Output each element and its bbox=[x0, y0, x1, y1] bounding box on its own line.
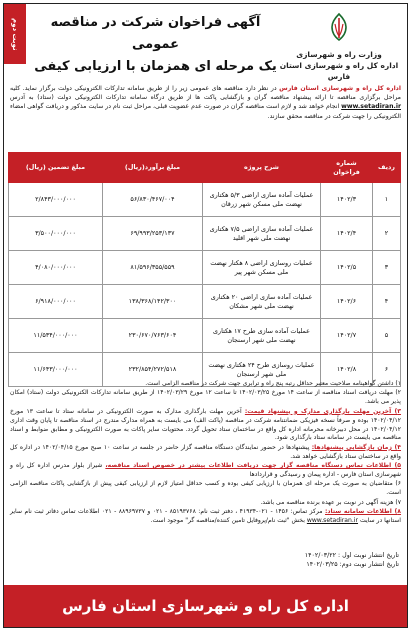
cell-estimate: ۵۶/۸۳۰/۴۶۷/۰۰۴ bbox=[103, 183, 203, 217]
note-2: ۲) مهلت دریافت اسناد مناقصه از ساعت ۱۴ مورخ ۱۴۰۲/۰۳/۲۵ تا ساعت ۱۲ مورخ ۱۴۰۲/۰۳/۲۹ از طریق سامانه تدارکات الکترونیکی دولت (ستاد) امکان پذیر می باشد. bbox=[10, 389, 402, 406]
cell-call-no: ۱۴۰۲/۴ bbox=[321, 217, 373, 251]
publish-dates bbox=[305, 551, 399, 569]
note-8-url-link[interactable]: www.setadiran.ir bbox=[306, 517, 359, 525]
note-7: ۷) هزینه آگهی در نوبت بر عهده برنده مناقصه می باشد. bbox=[260, 498, 401, 506]
intro-url-link[interactable]: www.setadiran.ir bbox=[341, 103, 401, 111]
notice-header bbox=[4, 4, 407, 81]
org-emblem-block bbox=[279, 12, 399, 82]
intro-org: اداره کل راه و شهرسازی استان فارس bbox=[279, 85, 401, 92]
note-8-text-2: بخش "ثبت نام/پروفایل تامین کننده/مناقصه گر" موجود است. bbox=[150, 517, 307, 525]
cell-estimate: ۱۳۸/۳۶۸/۱۴۲/۳۰۰ bbox=[103, 285, 203, 319]
notice-frame bbox=[3, 3, 408, 628]
cell-guarantee: ۱۱/۶۴۳/۰۰۰/۰۰۰ bbox=[9, 353, 103, 387]
note-4-text: پیشنهادها در حضور نمایندگان دستگاه مناقصه گزار حاضر در جلسه در ساعت ۱۰ صبح مورخ ۱۴۰۲/۰۴/۱۵ در اداره کل واقع در ساختمان ستاد بازگشایی خواهد شد. bbox=[10, 443, 401, 460]
note-5-label: ۵) اطلاعات تماس دستگاه مناقصه گزار جهت دریافت اطلاعات بیشتر در خصوص اسناد مناقصه، bbox=[105, 462, 401, 470]
cell-row: ۱ bbox=[373, 183, 401, 217]
cell-desc: عملیات آماده سازی اراضی ۵/۳ هکتاری نهضت ملی مسکن شهر زرقان bbox=[203, 183, 321, 217]
note-8-text: مرکز تماس: ۱۴۵۶ - ۰۲۱-۴۱۹۳۴ ، دفتر ثبت نام: ۸۵۱۹۳۷۶۸ - ۰۲۱ و ۸۸۹۶۹۷۳۷ - ۰۲۱ اطلاعات تماس دفاتر ثبت نام سایر استانها در سایت bbox=[10, 508, 401, 525]
note-3-text: آخرین مهلت بارگذاری مدارک به صورت الکترونیکی در سامانه ستاد تا ساعت ۱۳ مورخ ۱۴۰۲/۰۴/۱۲ بوده و صرفاً نسخه فیزیکی ضمانتنامه شرکت در مناقصه (پاکت الف) می بایست به همراه مدارک مندرج در اسناد مناقصه تا پایان وقت اداری ۱۴۰۲/۰۴/۱۲ در محل دبیرخانه محرمانه اداره کل واقع در ساختمان ستاد تحویل گردد. محتویات سایر پاکات به صورت الکترونیکی و مطابق ضوابط و اسناد مناقصه می بایست در سامانه ستاد بارگذاری شود. bbox=[10, 407, 401, 442]
cell-call-no: ۱۴۰۲/۶ bbox=[321, 285, 373, 319]
note-4-label: ۴) زمان بازگشایی پیشنهادها: bbox=[311, 443, 401, 451]
iran-emblem-icon bbox=[326, 12, 352, 42]
table-header-row bbox=[9, 153, 401, 183]
cell-desc: عملیات روسازی اراضی ۸ هکتار نهضت ملی مسکن شهر پیر bbox=[203, 251, 321, 285]
cell-desc: عملیات آماده سازی اراضی ۷/۵ هکتاری نهضت ملی شهر اقلید bbox=[203, 217, 321, 251]
cell-guarantee: ۴/۰۸۰/۰۰۰/۰۰۰ bbox=[9, 251, 103, 285]
title-block bbox=[34, 12, 277, 78]
notice-subtitle: یک مرحله ای همزمان با ارزیابی کیفی bbox=[34, 59, 277, 74]
cell-guarantee: ۱۱/۵۳۴/۰۰۰/۰۰۰ bbox=[9, 319, 103, 353]
note-1: ۱) داشتن گواهینامه صلاحیت معتبر حداقل رتبه پنج راه و ترابری جهت شرکت در مناقصه الزامی است. bbox=[145, 380, 401, 387]
table-row bbox=[9, 319, 401, 353]
cell-estimate: ۲۳۲/۸۵۴/۲۷۲/۵۱۸ bbox=[103, 353, 203, 387]
cell-row: ۵ bbox=[373, 319, 401, 353]
ministry-name: وزارت راه و شهرسازی bbox=[296, 50, 382, 59]
edition-tag: نوبت دوم bbox=[4, 4, 26, 64]
table-row bbox=[9, 285, 401, 319]
col-guarantee: مبلغ تضمین (ریال) bbox=[9, 153, 103, 183]
cell-estimate: ۶۹/۹۹۳/۲۵۳/۱۳۷ bbox=[103, 217, 203, 251]
cell-estimate: ۲۳۰/۶۷۰/۷۶۳/۶۰۴ bbox=[103, 319, 203, 353]
cell-row: ۳ bbox=[373, 251, 401, 285]
notice-title: آگهی فراخوان شرکت در مناقصه عمومی bbox=[50, 15, 261, 52]
cell-desc: عملیات آماده سازی طرح ۱۷ هکتاری نهضت ملی شهر ارسنجان bbox=[203, 319, 321, 353]
cell-call-no: ۱۴۰۲/۳ bbox=[321, 183, 373, 217]
cell-estimate: ۸۱/۵۹۶/۳۵۵/۵۵۹ bbox=[103, 251, 203, 285]
org-name: اداره کل راه و شهرسازی استان فارس bbox=[279, 61, 399, 81]
note-5 bbox=[10, 462, 401, 480]
note-6: ۶) متقاضیان به صورت یک مرحله ای همزمان با ارزیابی کیفی بوده و کسب حداقل امتیاز لازم از ارزیابی کیفی پیش از بازگشایی پاکات مناقصه الزامی است. bbox=[10, 480, 401, 497]
cell-guarantee: ۳/۵۰۰/۰۰۰/۰۰۰ bbox=[9, 217, 103, 251]
cell-guarantee: ۶/۹۱۸/۰۰۰/۰۰۰ bbox=[9, 285, 103, 319]
table-row bbox=[9, 217, 401, 251]
note-5-text: شیراز بلوار مدرس اداره کل راه و شهرسازی استان فارس - اداره پیمان و رسیدگی و قراردادها bbox=[10, 462, 401, 479]
cell-call-no: ۱۴۰۲/۷ bbox=[321, 319, 373, 353]
intro-text-1: در نظر دارد مناقصه های عمومی زیر را از طریق سامانه تدارکات الکترونیکی دولت برگزار نماید. کلیه مراحل برگزاری مناقصه تا ارائه پیشنهاد مناقصه گران و بازگشایی پاکت ها از طریق درگاه سامانه تدارکات الکترونیکی دولت (ستاد) به آدرس bbox=[10, 85, 401, 102]
footer-org-name: اداره کل راه و شهرسازی استان فارس bbox=[62, 597, 349, 615]
projects-table bbox=[8, 152, 401, 387]
intro-paragraph bbox=[10, 84, 401, 121]
table-row bbox=[9, 251, 401, 285]
note-8-label: ۸) اطلاعات سامانه ستاد: bbox=[324, 508, 402, 516]
footer-banner bbox=[4, 585, 407, 627]
col-estimate: مبلغ برآورد(ریال) bbox=[103, 153, 203, 183]
col-call-no: شماره فراخوان bbox=[321, 153, 373, 183]
table-row bbox=[9, 183, 401, 217]
col-row: ردیف bbox=[373, 153, 401, 183]
cell-desc: عملیات روسازی طرح ۲۴ هکتاری نهضت ملی شهر ارسنجان bbox=[203, 353, 321, 387]
cell-row: ۲ bbox=[373, 217, 401, 251]
intro-text-2: انجام خواهد شد و لازم است مناقصه گران در صورت عدم عضویت قبلی، مراحل ثبت نام در سایت مذکور و دریافت گواهی امضاء الکترونیکی را جهت شرکت در مناقصه محقق سازند. bbox=[10, 103, 401, 120]
cell-call-no: ۱۴۰۲/۵ bbox=[321, 251, 373, 285]
note-3 bbox=[10, 408, 401, 444]
cell-call-no: ۱۴۰۲/۸ bbox=[321, 353, 373, 387]
cell-guarantee: ۲/۸۴۳/۰۰۰/۰۰۰ bbox=[9, 183, 103, 217]
first-publish-date: تاریخ انتشار نوبت اول : ۱۴۰۲/۰۳/۲۲ bbox=[304, 552, 399, 559]
cell-desc: عملیات آماده سازی اراضی ۲۰ هکتاری نهضت ملی شهر مشکان bbox=[203, 285, 321, 319]
note-3-label: ۳) آخرین مهلت بارگذاری مدارک و پیشنهاد قیمت: bbox=[244, 407, 402, 415]
notes-section bbox=[10, 380, 401, 527]
cell-row: ۶ bbox=[373, 353, 401, 387]
col-desc: شرح پروژه bbox=[203, 153, 321, 183]
second-publish-date: تاریخ انتشار نوبت دوم: ۱۴۰۲/۰۳/۲۵ bbox=[306, 561, 399, 568]
note-4 bbox=[10, 444, 401, 462]
cell-row: ۴ bbox=[373, 285, 401, 319]
note-8 bbox=[10, 508, 401, 526]
